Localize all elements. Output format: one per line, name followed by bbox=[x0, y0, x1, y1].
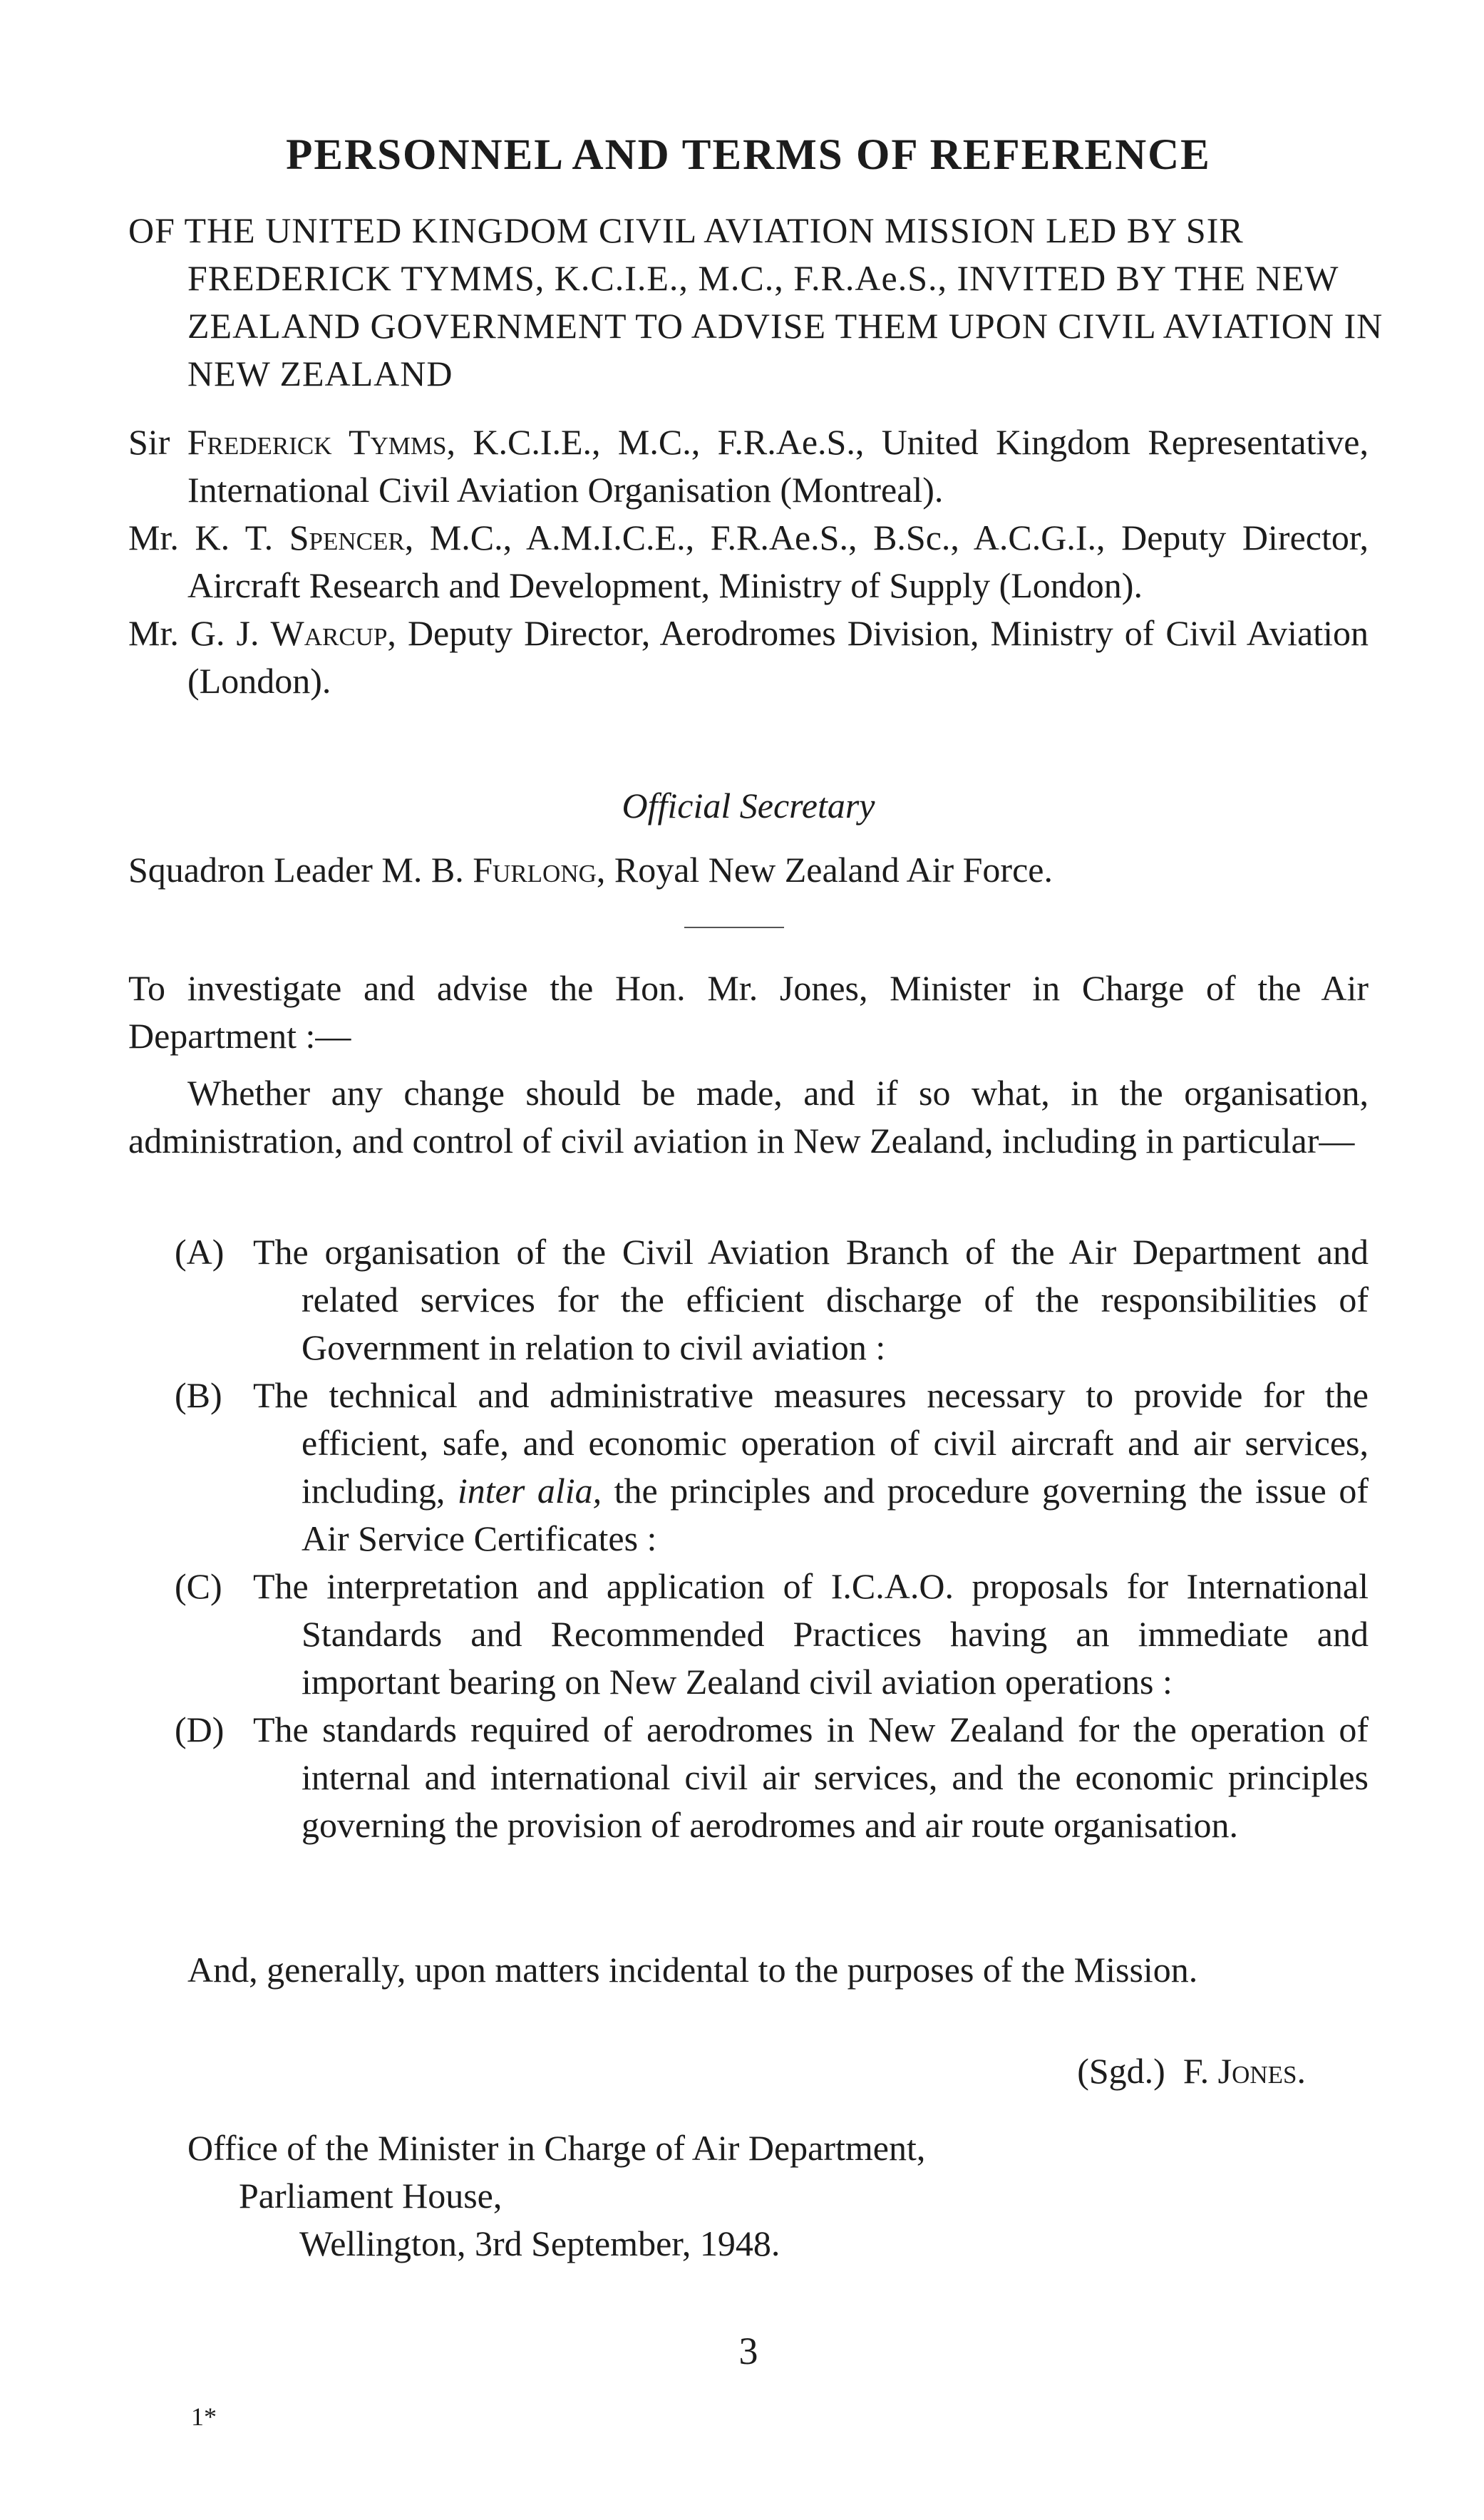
item-letter: (C) bbox=[175, 1566, 222, 1606]
item-text: The interpretation and application of I.C.A.O. proposals for International Standards and Recommended Practices having an immediate and important bearing on New Zealand civil aviation operations : bbox=[253, 1566, 1369, 1702]
item-letter: (A) bbox=[175, 1232, 225, 1272]
signature bbox=[128, 2047, 1306, 2095]
secretary-heading: Official Secretary bbox=[622, 786, 875, 826]
member-name: Warcup bbox=[270, 613, 388, 653]
section-divider bbox=[684, 927, 784, 928]
member-entry bbox=[128, 418, 1369, 514]
address-line-3: Wellington, 3rd September, 1948. bbox=[299, 2223, 780, 2263]
page-subtitle: OF THE UNITED KINGDOM CIVIL AVIATION MISSION LED BY SIR FREDERICK TYMMS, K.C.I.E., M.C., F.R.Ae.S., INVITED BY THE NEW ZEALAND GOVERNMENT TO ADVISE THEM UPON CIVIL AVIATION IN NEW ZEALAND bbox=[128, 210, 1383, 394]
member-prefix: Mr. G. J. bbox=[128, 613, 271, 653]
personnel-list bbox=[128, 418, 1369, 705]
printer-signature-mark: 1* bbox=[191, 2402, 217, 2431]
member-name: Frederick Tymms bbox=[187, 422, 447, 462]
address-line-2: Parliament House, bbox=[239, 2176, 503, 2216]
page-number: 3 bbox=[738, 2330, 758, 2372]
signature-prefix: (Sgd.) F. bbox=[1077, 2051, 1218, 2091]
item-letter: (B) bbox=[175, 1375, 222, 1415]
intro-paragraph: To investigate and advise the Hon. Mr. Jones, Minister in Charge of the Air Department :— bbox=[128, 968, 1369, 1056]
member-name: Spencer bbox=[289, 518, 405, 557]
member-prefix: Mr. K. T. bbox=[128, 518, 289, 557]
member-entry bbox=[128, 514, 1369, 610]
member-details: , M.C., A.M.I.C.E., F.R.Ae.S., B.Sc., A.C.G.I., Deputy Director, Aircraft Research and Development, Ministry of Supply (London). bbox=[187, 518, 1369, 605]
list-item bbox=[175, 1372, 1369, 1563]
closing-paragraph: And, generally, upon matters incidental to the purposes of the Mission. bbox=[187, 1950, 1198, 1990]
item-letter: (D) bbox=[175, 1709, 225, 1749]
secretary-name: Furlong bbox=[473, 850, 597, 890]
secretary-details: , Royal New Zealand Air Force. bbox=[596, 850, 1053, 890]
address-line-1: Office of the Minister in Charge of Air Department, bbox=[187, 2128, 926, 2168]
list-item bbox=[175, 1706, 1369, 1849]
member-prefix: Sir bbox=[128, 422, 187, 462]
member-entry bbox=[128, 610, 1369, 705]
secretary-prefix: Squadron Leader M. B. bbox=[128, 850, 473, 890]
list-item bbox=[175, 1228, 1369, 1372]
item-text: The technical and administrative measures necessary to provide for the efficient, safe, and economic operation of civil aircraft and air services, including, bbox=[253, 1375, 1369, 1511]
terms-list bbox=[175, 1228, 1369, 1849]
item-text-italic: inter alia, bbox=[457, 1471, 602, 1511]
item-text: The organisation of the Civil Aviation Branch of the Air Department and related services for the efficient discharge of the responsibilities of Government in relation to civil aviation : bbox=[253, 1232, 1369, 1367]
item-text: the principles and procedure governing the issue of Air Service Certificates : bbox=[302, 1471, 1369, 1558]
list-item bbox=[175, 1563, 1369, 1706]
member-details: , K.C.I.E., M.C., F.R.Ae.S., United Kingdom Representative, International Civil Aviation Organisation (Montreal). bbox=[187, 422, 1369, 510]
item-text: The standards required of aerodromes in New Zealand for the operation of internal and international civil air services, and the economic principles governing the provision of aerodromes and air route organisation. bbox=[253, 1709, 1369, 1845]
member-details: , Deputy Director, Aerodromes Division, Ministry of Civil Aviation (London). bbox=[187, 613, 1369, 701]
signature-name: Jones. bbox=[1217, 2051, 1306, 2091]
page-title: PERSONNEL AND TERMS OF REFERENCE bbox=[286, 131, 1211, 179]
whether-paragraph: Whether any change should be made, and if so what, in the organisation, administration, and control of civil aviation in New Zealand, including in particular— bbox=[128, 1073, 1369, 1161]
secretary-entry bbox=[128, 846, 1369, 894]
